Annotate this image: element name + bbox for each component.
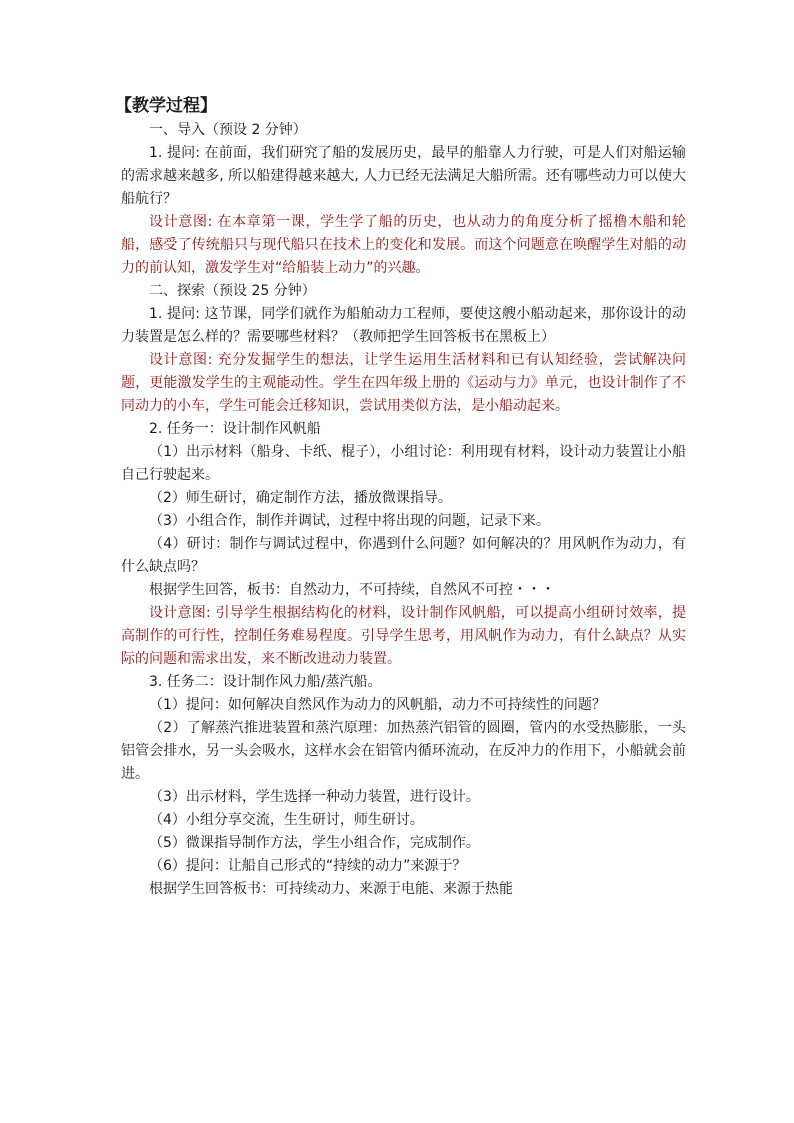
intro-question-paragraph: 1. 提问: 在前面，我们研究了船的发展历史，最早的船靠人力行驶，可是人们对船运输的需求越来越多, 所以船建得越来越大, 人力已经无法满足大船所需。还有哪些动力可以使大船航行？ xyxy=(121,145,686,207)
explore-question-paragraph: 1. 提问: 这节课，同学们就作为船舶动力工程师，要使这艘小船动起来，那你设计的动力装置是怎么样的？需要哪些材料？（教师把学生回答板书在黑板上） xyxy=(121,306,686,345)
task-two-step-3: （3）出示材料，学生选择一种动力装置，进行设计。 xyxy=(149,789,480,805)
design-intent-paragraph: 设计意图: 引导学生根据结构化的材料，设计制作风帆船，可以提高小组研讨效率，提高制作的可行性，控制任务难易程度。引导学生思考，用风帆作为动力，有什么缺点？从实际的问题和需求出发，来不断改进动力装置。 xyxy=(121,605,686,667)
section-explore-title: 二、探索（预设 25 分钟） xyxy=(149,283,316,299)
design-intent-paragraph: 设计意图: 充分发掘学生的想法，让学生运用生活材料和已有认知经验，尝试解决问题，更能激发学生的主观能动性。学生在四年级上册的《运动与力》单元，也设计制作了不同动力的小车，学生可能会迁移知识，尝试用类似方法，是小船动起来。 xyxy=(121,352,686,414)
task-two-step-4: （4）小组分享交流，生生研讨，师生研讨。 xyxy=(149,812,424,828)
task-two-step-1: （1）提问：如何解决自然风作为动力的风帆船，动力不可持续性的问题？ xyxy=(149,697,606,713)
page-heading: 【教学过程】 xyxy=(115,96,217,116)
design-intent-paragraph: 设计意图: 在本章第一课，学生学了船的历史，也从动力的角度分析了摇橹木船和轮船，感受了传统船只与现代船只在技术上的变化和发展。而这个问题意在唤醒学生对船的动力的前认知，激发学生对“给船装上动力”的兴趣。 xyxy=(121,214,686,276)
task-one-step-2: （2）师生研讨，确定制作方法，播放微课指导。 xyxy=(149,490,452,506)
task-two-board-notes: 根据学生回答板书：可持续动力、来源于电能、来源于热能 xyxy=(149,881,513,897)
section-intro-title: 一、导入（预设 2 分钟） xyxy=(149,122,307,138)
document-content xyxy=(115,93,686,901)
task-one-step-1: （1）出示材料（船身、卡纸、棍子），小组讨论：利用现有材料，设计动力装置让小船自己行驶起来。 xyxy=(121,444,686,483)
task-one-step-3: （3）小组合作，制作并调试，过程中将出现的问题，记录下来。 xyxy=(149,513,550,529)
task-one-board-notes: 根据学生回答，板书：自然动力，不可持续，自然风不可控・・・ xyxy=(149,582,555,598)
task-one-title: 2. 任务一：设计制作风帆船 xyxy=(149,421,321,437)
task-two-step-5: （5）微课指导制作方法，学生小组合作，完成制作。 xyxy=(149,835,480,851)
task-two-step-2: （2）了解蒸汽推进装置和蒸汽原理：加热蒸汽铝管的圆圈，管内的水受热膨胀，一头铝管会排水，另一头会吸水，这样水会在铝管内循环流动，在反冲力的作用下，小船就会前进。 xyxy=(121,720,686,782)
task-two-title: 3. 任务二：设计制作风力船/蒸汽船。 xyxy=(149,674,382,690)
task-two-step-6: （6）提问：让船自己形式的“持续的动力”来源于？ xyxy=(149,858,467,874)
task-one-step-4: （4）研讨：制作与调试过程中，你遇到什么问题？如何解决的？用风帆作为动力，有什么缺点吗？ xyxy=(121,536,686,575)
